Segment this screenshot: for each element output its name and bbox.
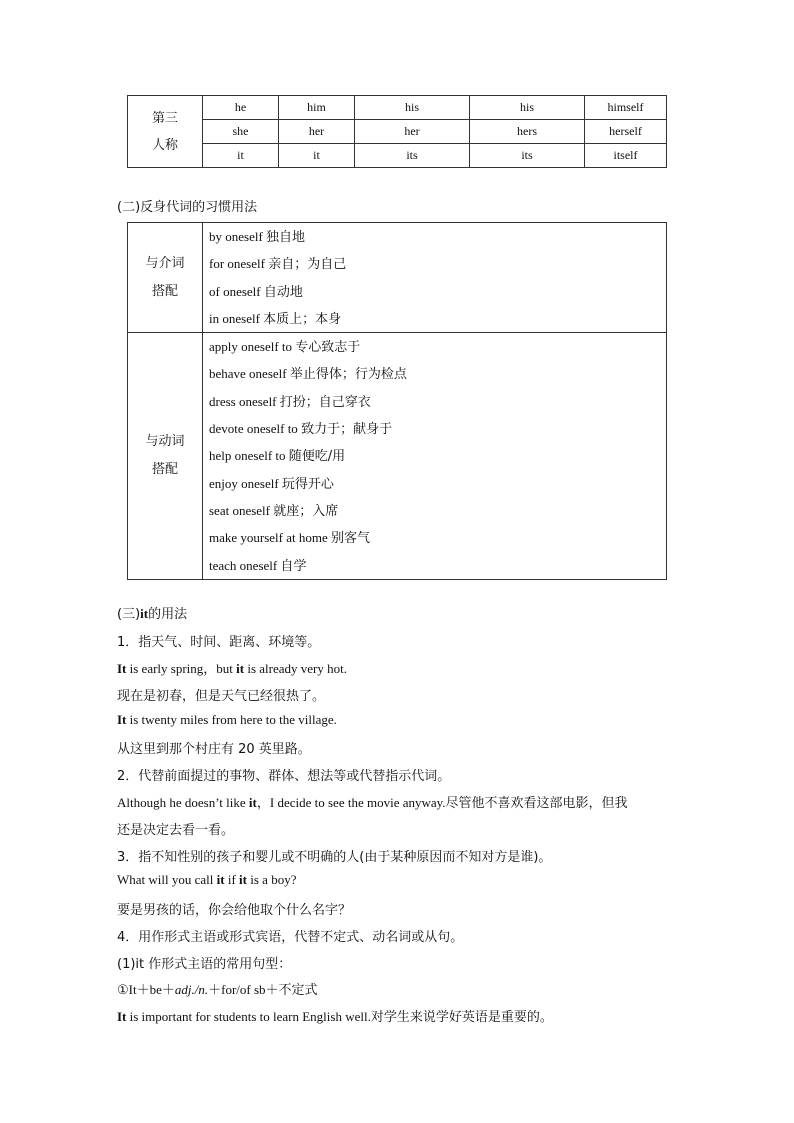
table-cell: his: [470, 96, 585, 120]
list-item: dress oneself 打扮；自己穿衣: [209, 393, 371, 410]
table-cell: her: [355, 120, 470, 144]
table-cell: it: [279, 144, 355, 168]
formula: ①It＋be＋adj./n.＋for/of sb＋不定式: [117, 982, 318, 998]
table-cell: its: [470, 144, 585, 168]
group-label-line: 搭配: [151, 462, 178, 478]
table-cell: hers: [470, 120, 585, 144]
usage-table: [127, 222, 667, 580]
table-cell: itself: [585, 144, 667, 168]
list-item: seat oneself 就座；入席: [209, 502, 339, 519]
pronoun-table: [127, 95, 667, 168]
example-sentence: Although he doesn’t like it，I decide to see the movie anyway.尽管他不喜欢看这部电影，但我: [117, 795, 628, 811]
table-row: [128, 333, 667, 580]
table-cell: she: [203, 120, 279, 144]
table-cell: he: [203, 96, 279, 120]
point-text: 1．指天气、时间、距离、环境等。: [117, 635, 321, 650]
example-translation: 还是决定去看一看。: [117, 823, 235, 838]
list-item: make yourself at home 别客气: [209, 530, 371, 547]
subpoint-text: (1)it 作形式主语的常用句型：: [117, 957, 292, 972]
example-sentence: It is important for students to learn English well.对学生来说学好英语是重要的。: [117, 1009, 553, 1025]
table-cell: its: [355, 144, 470, 168]
person-label-line: 人称: [151, 137, 178, 153]
list-item: of oneself 自动地: [209, 283, 303, 300]
example-sentence: What will you call it if it is a boy?: [117, 872, 297, 887]
list-item: in oneself 本质上；本身: [209, 310, 342, 327]
list-item: enjoy oneself 玩得开心: [209, 475, 334, 492]
person-label-cell: [128, 96, 203, 168]
point-text: 2．代替前面提过的事物、群体、想法等或代替指示代词。: [117, 769, 451, 784]
list-item: teach oneself 自学: [209, 557, 307, 574]
example-translation: 现在是初春，但是天气已经很热了。: [117, 689, 326, 704]
table-cell: her: [279, 120, 355, 144]
table-cell: himself: [585, 96, 667, 120]
section-heading: (二)反身代词的习惯用法: [117, 200, 258, 215]
point-text: 4．用作形式主语或形式宾语，代替不定式、动名词或从句。: [117, 930, 464, 945]
group-label-line: 与动词: [145, 434, 185, 450]
table-row: [128, 144, 667, 168]
table-cell: it: [203, 144, 279, 168]
table-row: [128, 120, 667, 144]
point-text: 3．指不知性别的孩子和婴儿或不明确的人(由于某种原因而不知对方是谁)。: [117, 850, 552, 865]
example-sentence: It is early spring，but it is already very hot.: [117, 661, 347, 676]
list-item: for oneself 亲自；为自己: [209, 256, 347, 273]
group-label-cell: [128, 223, 203, 333]
table-cell: herself: [585, 120, 667, 144]
example-translation: 要是男孩的话，你会给他取个什么名字？: [117, 903, 352, 918]
person-label-line: 第三: [151, 110, 178, 126]
group-label-line: 搭配: [151, 283, 178, 299]
section-heading: (三)it的用法: [117, 606, 188, 622]
group-items-cell: [203, 333, 667, 580]
group-label-cell: [128, 333, 203, 580]
list-item: behave oneself 举止得体；行为检点: [209, 366, 407, 383]
list-item: apply oneself to 专心致志于: [209, 339, 361, 356]
table-cell: him: [279, 96, 355, 120]
group-label-line: 与介词: [145, 255, 185, 271]
group-items-cell: [203, 223, 667, 333]
list-item: by oneself 独自地: [209, 229, 306, 245]
table-row: [128, 96, 667, 120]
example-translation: 从这里到那个村庄有 20 英里路。: [117, 742, 311, 757]
example-sentence: It is twenty miles from here to the village.: [117, 712, 337, 727]
list-item: help oneself to 随便吃/用: [209, 448, 346, 465]
table-cell: his: [355, 96, 470, 120]
list-item: devote oneself to 致力于；献身于: [209, 421, 393, 438]
table-row: [128, 223, 667, 333]
